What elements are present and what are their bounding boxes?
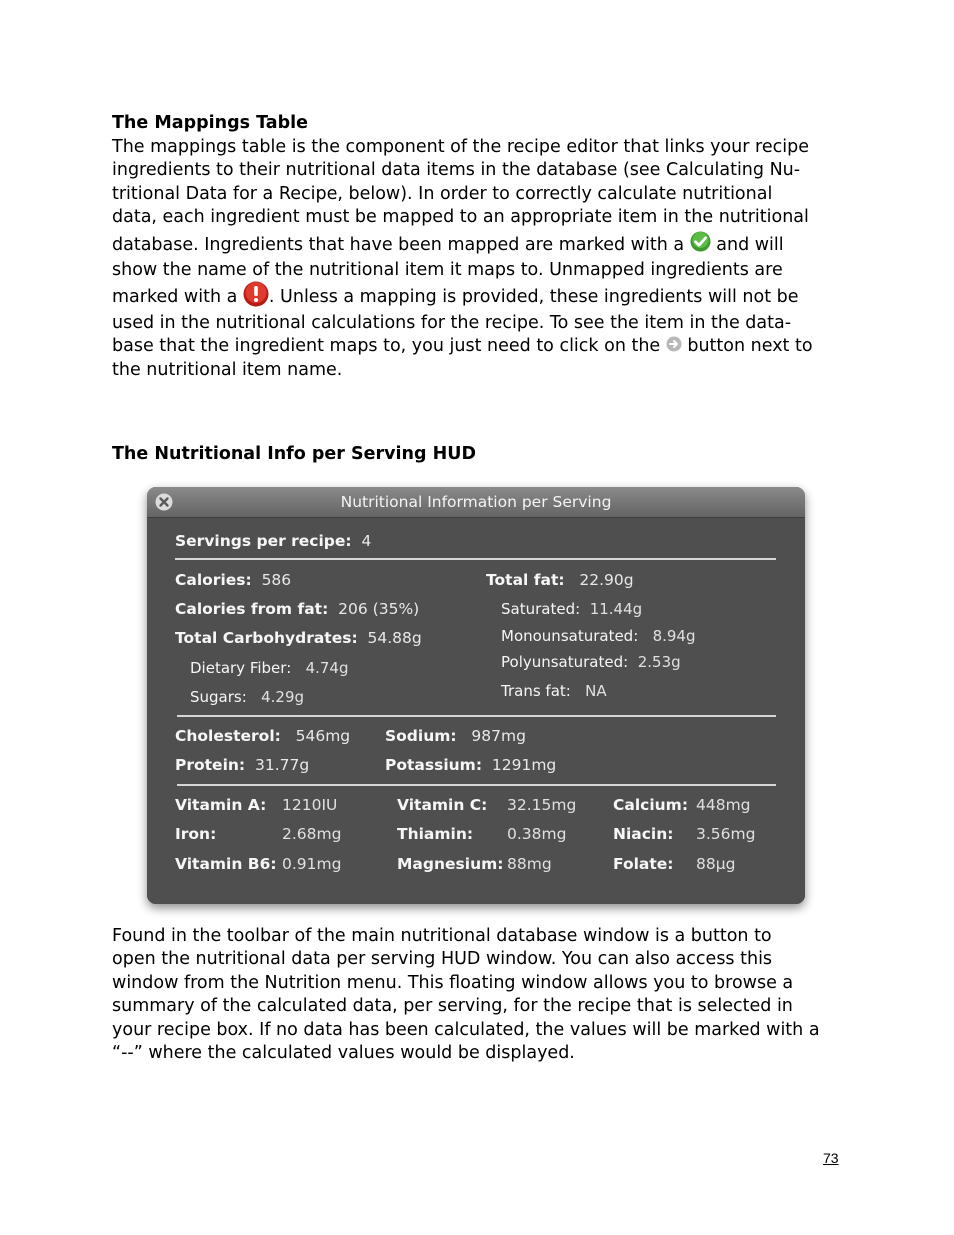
total-carbohydrates-label: Total Carbohydrates: (175, 629, 358, 647)
servings-row (175, 531, 371, 551)
trans-fat-row (501, 681, 607, 701)
paragraph-line: “--” where the calculated values would be displayed. (112, 1042, 575, 1063)
paragraph-line: used in the nutritional calculations for the recipe. To see the item in the data- (112, 312, 792, 333)
servings-value: 4 (361, 532, 372, 550)
calories-row (175, 570, 291, 590)
total-carbohydrates-value: 54.88g (367, 629, 422, 647)
saturated-label: Saturated: (501, 600, 581, 618)
red-exclamation-icon (243, 281, 269, 307)
dietary-fiber-value: 4.74g (305, 659, 349, 677)
polyunsaturated-label: Polyunsaturated: (501, 653, 629, 671)
trans-fat-value: NA (585, 682, 607, 700)
calories-from-fat-row (175, 599, 419, 619)
potassium-row (385, 755, 556, 775)
vitamin-a-label-cell (175, 795, 266, 815)
paragraph-line: Found in the toolbar of the main nutritional database window is a button to (112, 926, 772, 946)
paragraph-fragment: button next to (687, 336, 813, 357)
niacin-value: 3.56mg (696, 825, 756, 843)
monounsaturated-row (501, 626, 696, 646)
trans-fat-label: Trans fat: (501, 682, 571, 700)
vitamin-c-label-cell (397, 795, 487, 815)
paragraph-fragment: base that the ingredient maps to, you just need to click on the (112, 336, 661, 357)
paragraph-line: your recipe box. If no data has been calculated, the values will be marked with a (112, 1019, 820, 1040)
total-fat-row (486, 570, 634, 590)
sodium-row (385, 726, 526, 746)
niacin-label: Niacin: (613, 825, 674, 843)
paragraph-line: show the name of the nutritional item it maps to. Unmapped ingredients are (112, 260, 783, 281)
hud-titlebar[interactable] (147, 487, 805, 518)
polyunsaturated-row (501, 652, 681, 672)
calcium-label-cell (613, 795, 688, 815)
total-fat-value: 22.90g (579, 571, 634, 589)
vitamin-b6-label: Vitamin B6: (175, 855, 277, 873)
calories-from-fat-label: Calories from fat: (175, 600, 329, 618)
saturated-value: 11.44g (589, 600, 643, 618)
folate-value: 88µg (696, 855, 736, 873)
calories-label: Calories: (175, 571, 252, 589)
protein-value: 31.77g (254, 756, 310, 774)
magnesium-value: 88mg (507, 855, 552, 873)
divider (175, 558, 776, 560)
gray-arrow-button-icon (666, 336, 682, 352)
dietary-fiber-row (190, 658, 348, 678)
vitamin-a-value: 1210IU (282, 796, 338, 814)
paragraph-line (112, 282, 813, 312)
paragraph-line: ingredients to their nutritional data items in the database (see Calculating Nu- (112, 160, 801, 181)
magnesium-label: Magnesium: (397, 855, 504, 873)
thiamin-value: 0.38mg (507, 825, 567, 843)
total-fat-label: Total fat: (486, 571, 565, 589)
iron-label-cell (175, 824, 216, 844)
sugars-row (190, 687, 304, 707)
vitamin-c-label: Vitamin C: (397, 796, 488, 814)
paragraph-line: tritional Data for a Recipe, below). In order to correctly calculate nutritional (112, 183, 773, 204)
saturated-row (501, 599, 642, 619)
protein-row (175, 755, 309, 775)
folate-label: Folate: (613, 855, 674, 873)
mappings-heading: The Mappings Table (112, 113, 309, 133)
thiamin-label-cell (397, 824, 473, 844)
mappings-paragraph (112, 136, 813, 382)
hud-heading: The Nutritional Info per Serving HUD (112, 444, 476, 464)
cholesterol-label: Cholesterol: (175, 727, 281, 745)
niacin-label-cell (613, 824, 673, 844)
paragraph-fragment: marked with a (112, 287, 238, 308)
folate-label-cell (613, 854, 674, 874)
divider (177, 715, 776, 717)
paragraph-fragment: database. Ingredients that have been mapped are marked with a (112, 234, 685, 255)
protein-label: Protein: (175, 756, 246, 774)
nutrition-hud-window (147, 487, 805, 904)
total-carbohydrates-row (175, 628, 422, 648)
sodium-value: 987mg (471, 727, 526, 745)
paragraph-line: The mappings table is the component of the recipe editor that links your recipe (112, 137, 809, 157)
cholesterol-row (175, 726, 350, 746)
potassium-value: 1291mg (491, 756, 557, 774)
divider (177, 784, 776, 786)
closing-paragraph (112, 925, 820, 1065)
vitamin-c-value: 32.15mg (507, 796, 577, 814)
dietary-fiber-label: Dietary Fiber: (190, 659, 292, 677)
monounsaturated-value: 8.94g (652, 627, 696, 645)
calories-from-fat-value: 206 (35%) (338, 600, 420, 618)
paragraph-line (112, 335, 813, 358)
paragraph-line: window from the Nutrition menu. This floating window allows you to browse a (112, 972, 794, 993)
vitamin-b6-label-cell (175, 854, 277, 874)
sugars-label: Sugars: (190, 688, 247, 706)
paragraph-line (112, 230, 813, 260)
iron-value: 2.68mg (282, 825, 342, 843)
paragraph-line: open the nutritional data per serving HUD window. You can also access this (112, 949, 773, 970)
vitamin-a-label: Vitamin A: (175, 796, 267, 814)
calcium-label: Calcium: (613, 796, 689, 814)
green-checkmark-icon (690, 231, 711, 252)
monounsaturated-label: Monounsaturated: (501, 627, 639, 645)
thiamin-label: Thiamin: (397, 825, 474, 843)
iron-label: Iron: (175, 825, 217, 843)
hud-title: Nutritional Information per Serving (340, 493, 612, 511)
sodium-label: Sodium: (385, 727, 457, 745)
paragraph-fragment: and will (716, 234, 784, 255)
potassium-label: Potassium: (385, 756, 483, 774)
polyunsaturated-value: 2.53g (637, 653, 681, 671)
paragraph-line: the nutritional item name. (112, 359, 343, 380)
vitamin-b6-value: 0.91mg (282, 855, 342, 873)
calories-value: 586 (261, 571, 292, 589)
paragraph-line: data, each ingredient must be mapped to an appropriate item in the nutritional (112, 207, 809, 228)
magnesium-label-cell (397, 854, 503, 874)
calcium-value: 448mg (696, 796, 751, 814)
cholesterol-value: 546mg (295, 727, 351, 745)
page-number: 73 (823, 1150, 839, 1166)
sugars-value: 4.29g (261, 688, 305, 706)
paragraph-fragment: . Unless a mapping is provided, these ingredients will not be (268, 287, 799, 308)
servings-label: Servings per recipe: (175, 532, 352, 550)
paragraph-line: summary of the calculated data, per serving, for the recipe that is selected in (112, 996, 793, 1017)
